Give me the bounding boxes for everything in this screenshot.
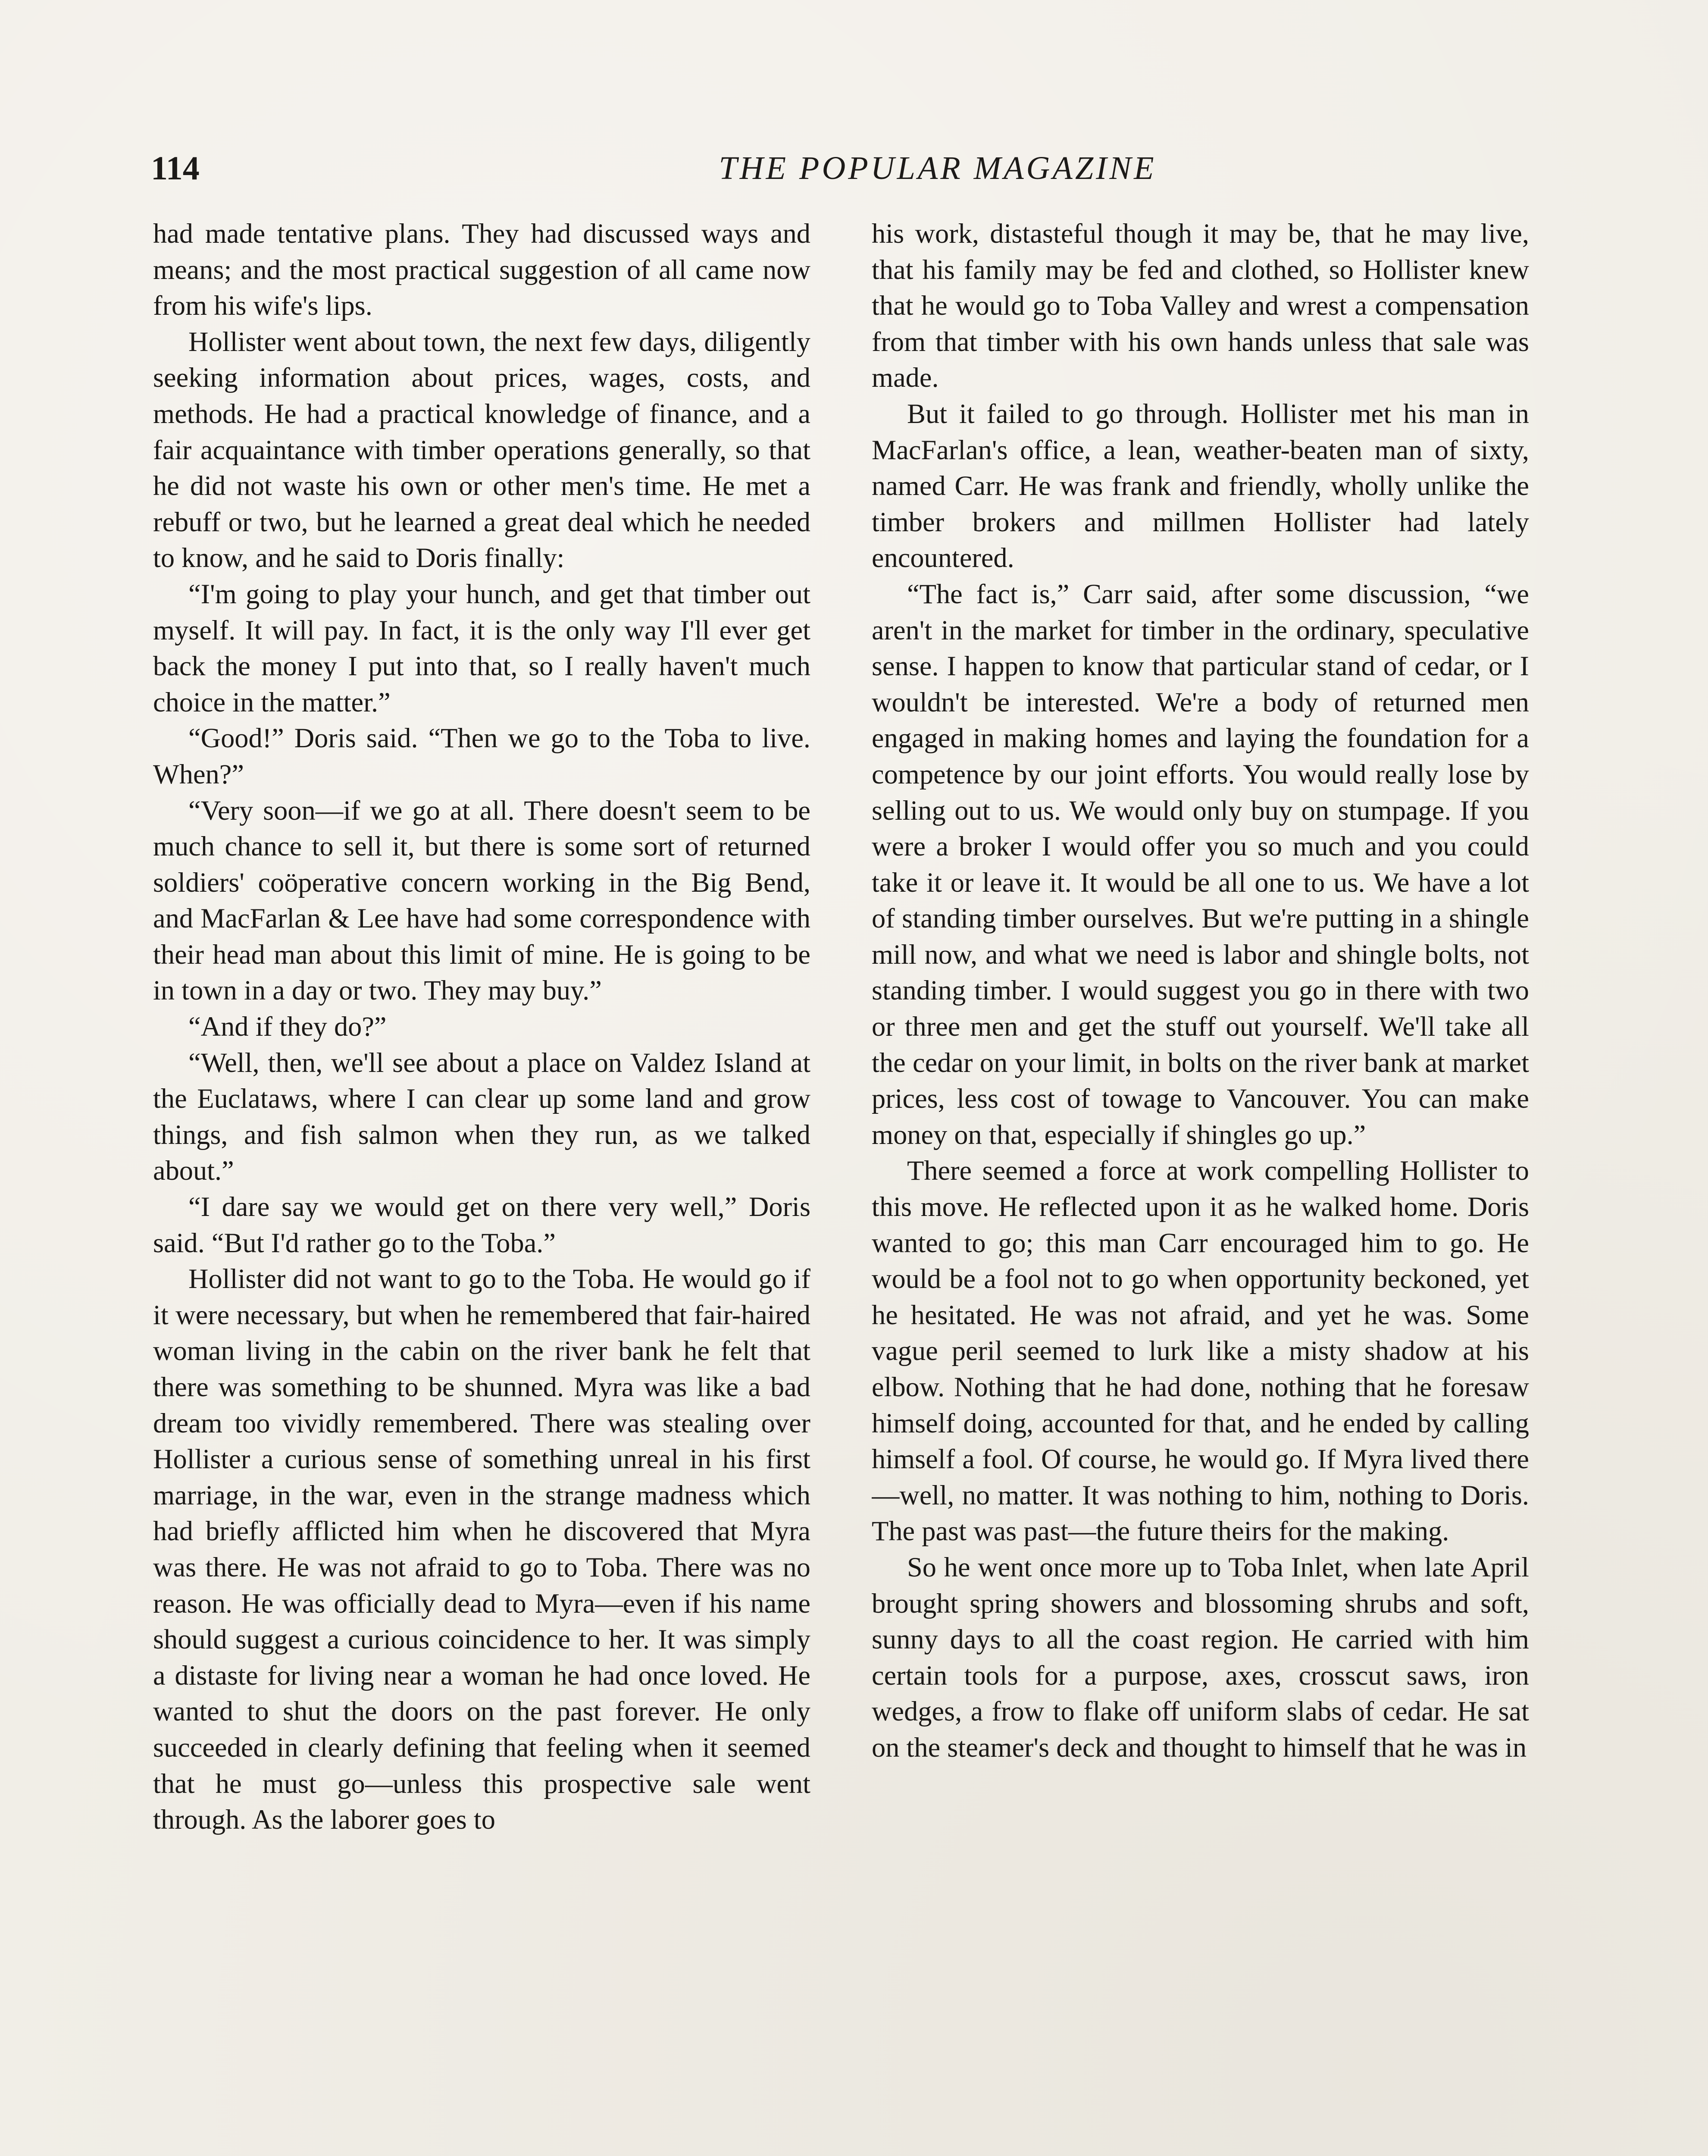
left-column: [153, 216, 810, 2156]
paragraph: “Very soon—if we go at all. There doesn't seem to be much chance to sell it, but there is some sort of returned soldiers' coöperative concern working in the Big Bend, and MacFarlan & Lee have had some correspondence with their head man about this limit of mine. He is going to be in town in a day or two. They may buy.”: [153, 795, 810, 1006]
paragraph: Hollister did not want to go to the Toba. He would go if it were necessary, but when he remembered that fair-haired woman living in the cabin on the river bank he felt that there was something to be shunned. Myra was like a bad dream too vividly remembered. There was stealing over Hollister a curious sense of something unreal in his first marriage, in the war, even in the strange madness which had briefly afflicted him when he discovered that Myra was there. He was not afraid to go to Toba. There was no reason. He was officially dead to Myra—even if his name should suggest a curious coincidence to her. It was simply a distaste for living near a woman he had once loved. He wanted to shut the doors on the past forever. He only succeeded in clearly defining that feeling when it seemed that he must go—unless this prospective sale went through. As the laborer goes to: [153, 1263, 810, 1835]
paragraph: “Good!” Doris said. “Then we go to the Toba to live. When?”: [153, 723, 810, 790]
paragraph: had made tentative plans. They had discussed ways and means; and the most practical suggestion of all came now from his wife's lips.: [153, 218, 810, 321]
paragraph: “I'm going to play your hunch, and get that timber out myself. It will pay. In fact, it is the only way I'll ever get back the money I put into that, so I really haven't much choice in the matter.”: [153, 578, 810, 718]
paragraph: “And if they do?”: [188, 1011, 387, 1042]
right-column: [872, 216, 1529, 2156]
paragraph: “Well, then, we'll see about a place on Valdez Island at the Euclataws, where I can clear up some land and grow things, and fish salmon when they run, as we talked about.”: [153, 1047, 810, 1186]
paragraph: his work, distasteful though it may be, that he may live, that his family may be fed and clothed, so Hollister knew that he would go to Toba Valley and wrest a compensation from that timber with his own hands unless that sale was made.: [872, 218, 1529, 393]
paragraph: “I dare say we would get on there very well,” Doris said. “But I'd rather go to the Toba.”: [153, 1191, 810, 1258]
page-number: 114: [151, 149, 200, 187]
paragraph: There seemed a force at work compelling Hollister to this move. He reflected upon it as he walked home. Doris wanted to go; this man Carr encouraged him to go. He would be a fool not to go when opportunity beckoned, yet he hesitated. He was not afraid, and yet he was. Some vague peril seemed to lurk like a misty shadow at his elbow. Nothing that he had done, nothing that he foresaw himself doing, accounted for that, and he ended by calling himself a fool. Of course, he would go. If Myra lived there—well, no matter. It was nothing to him, nothing to Doris. The past was past—the future theirs for the making.: [872, 1155, 1529, 1547]
paragraph: So he went once more up to Toba Inlet, when late April brought spring showers and blossoming shrubs and soft, sunny days to all the coast region. He carried with him certain tools for a purpose, axes, crosscut saws, iron wedges, a frow to flake off uniform slabs of cedar. He sat on the steamer's deck and thought to himself that he was in: [872, 1551, 1529, 1763]
paragraph: Hollister went about town, the next few days, diligently seeking information about prices, wages, costs, and methods. He had a practical knowledge of finance, and a fair acquaintance with timber operations generally, so that he did not waste his own or other men's time. He met a rebuff or two, but he learned a great deal which he needed to know, and he said to Doris finally:: [153, 326, 810, 573]
paragraph: “The fact is,” Carr said, after some discussion, “we aren't in the market for timber in the ordinary, speculative sense. I happen to know that particular stand of cedar, or I wouldn't be interested. We're a body of returned men engaged in making homes and laying the foundation for a competence by our joint efforts. You would really lose by selling out to us. We would only buy on stumpage. If you were a broker I would offer you so much and you could take it or leave it. It would be all one to us. We have a lot of standing timber ourselves. But we're putting in a shingle mill now, and what we need is labor and shingle bolts, not standing timber. I would suggest you go in there with two or three men and get the stuff out yourself. We'll take all the cedar on your limit, in bolts on the river bank at market prices, less cost of towage to Vancouver. You can make money on that, especially if shingles go up.”: [872, 578, 1529, 1150]
page-header: [151, 142, 1552, 194]
running-title: THE POPULAR MAGAZINE: [719, 150, 1157, 186]
paragraph: But it failed to go through. Hollister met his man in MacFarlan's office, a lean, weather-beaten man of sixty, named Carr. He was frank and friendly, wholly unlike the timber brokers and millmen Hollister had lately encountered.: [872, 398, 1529, 573]
